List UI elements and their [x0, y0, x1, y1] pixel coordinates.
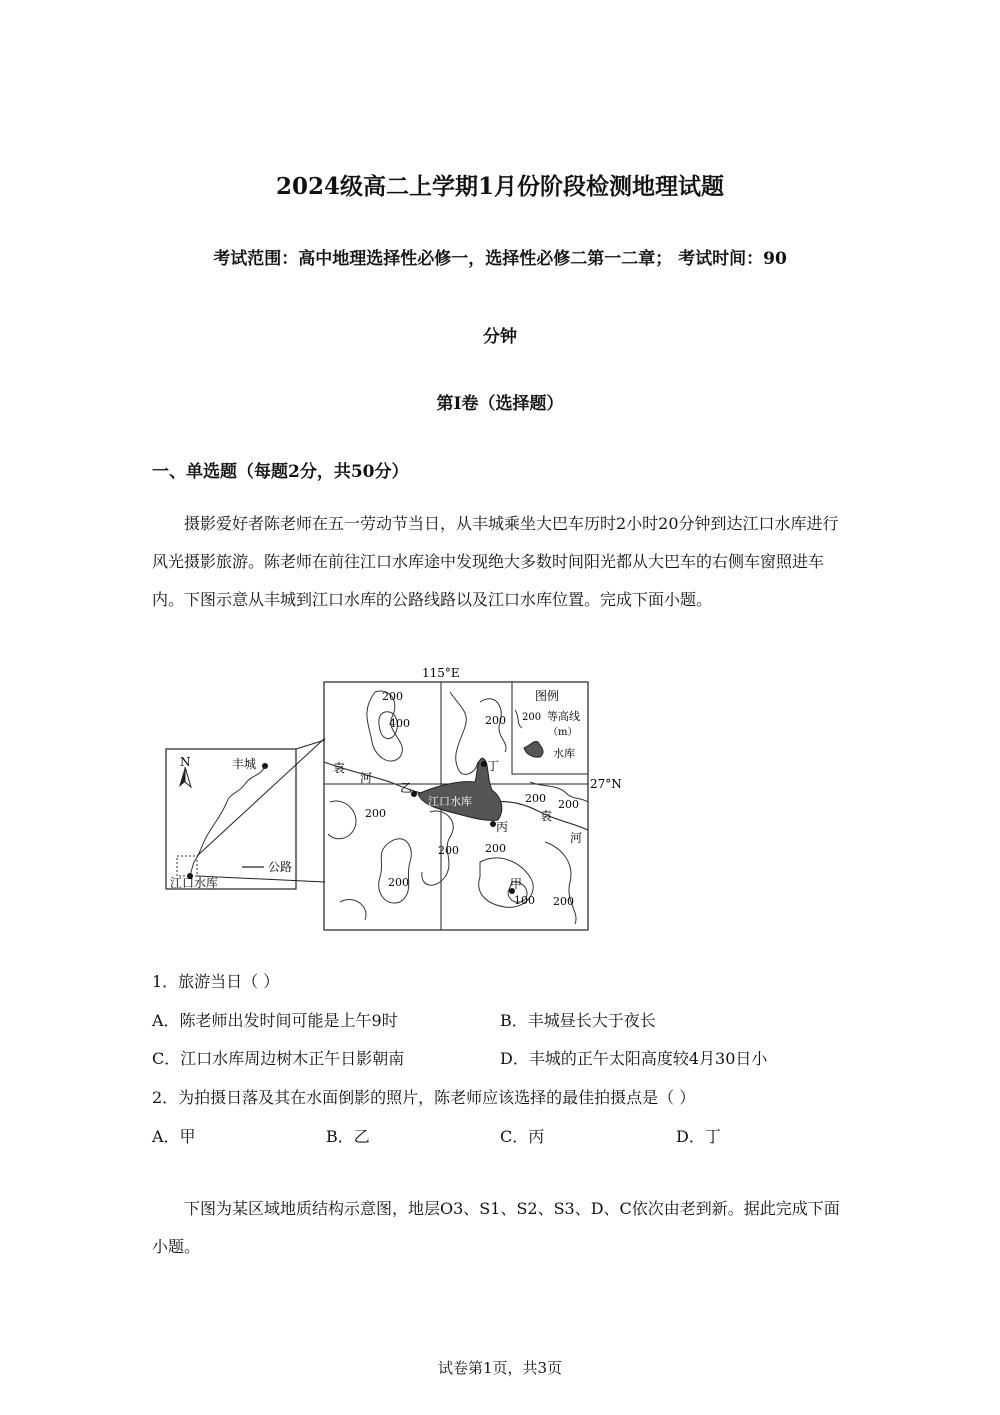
- svg-text:200: 200: [485, 842, 506, 855]
- legend-contour-value: 200: [522, 712, 542, 723]
- svg-text:200: 200: [365, 807, 386, 820]
- river-char-4: 河: [570, 831, 583, 845]
- legend-reservoir-label: 水库: [553, 747, 575, 760]
- svg-text:200: 200: [558, 798, 579, 811]
- legend-contour-unit: （m）: [548, 727, 578, 738]
- volume-heading: 第I卷（选择题）: [436, 394, 564, 414]
- passage-2: [152, 1190, 852, 1266]
- q1-stem: 1．旅游当日（ ）: [152, 972, 280, 991]
- q2-option-d: D．丁: [676, 1127, 721, 1146]
- point-bing-label: 丙: [496, 820, 509, 834]
- svg-text:200: 200: [525, 792, 546, 805]
- svg-text:200: 200: [388, 876, 409, 889]
- q1-option-d: D．丰城的正午太阳高度较4月30日小: [500, 1049, 768, 1068]
- north-label: N: [180, 755, 191, 769]
- point-ding-label: 丁: [487, 759, 500, 773]
- q1-option-c: C．江口水库周边树木正午日影朝南: [152, 1049, 405, 1068]
- river-char-1: 袁: [333, 761, 346, 775]
- svg-text:200: 200: [382, 690, 403, 703]
- section-heading: 一、单选题（每题2分，共50分）: [152, 462, 409, 482]
- legend-contour-text: 等高线: [547, 710, 580, 723]
- q1-option-a: A．陈老师出发时间可能是上午9时: [152, 1011, 398, 1030]
- legend-title: 图例: [535, 689, 560, 703]
- q2-option-c: C．丙: [500, 1127, 545, 1146]
- connector-diagonal: [197, 738, 325, 856]
- svg-text:100: 100: [514, 894, 535, 907]
- page-footer: 试卷第1页，共3页: [437, 1359, 563, 1377]
- q2-option-b: B．乙: [326, 1127, 370, 1146]
- reservoir-label: 江口水库: [428, 795, 472, 808]
- point-yi-label: 乙: [400, 781, 413, 795]
- svg-text:200: 200: [553, 895, 574, 908]
- exam-title: 2024级高二上学期1月份阶段检测地理试题: [275, 173, 725, 200]
- river-char-3: 袁: [540, 809, 553, 823]
- road-legend-label: 公路: [268, 860, 293, 874]
- legend-reservoir-swatch: [524, 741, 543, 757]
- inset-reservoir-label: 江口水库: [170, 876, 219, 890]
- exam-scope-line2: 分钟: [483, 327, 517, 347]
- latitude-label: 27°N: [590, 777, 622, 791]
- point-jia-label: 甲: [510, 877, 523, 891]
- river-char-2: 河: [360, 771, 373, 785]
- q1-option-b: B．丰城昼长大于夜长: [500, 1011, 656, 1030]
- q2-stem: 2．为拍摄日落及其在水面倒影的照片，陈老师应该选择的最佳拍摄点是（ ）: [152, 1088, 696, 1107]
- svg-text:400: 400: [389, 717, 410, 730]
- q2-option-a: A．甲: [152, 1127, 196, 1146]
- svg-text:200: 200: [438, 844, 459, 857]
- inset-focus-box: [177, 856, 197, 876]
- passage-1-text: 摄影爱好者陈老师在五一劳动节当日，从丰城乘坐大巴车历时2小时20分钟到达江口水库进行风光摄影旅游。陈老师在前往江口水库途中发现绝大多数时间阳光都从大巴车的右侧车窗照进车内。下图示意从丰城到江口水库的公路线路以及江口水库位置。完成下面小题。: [152, 514, 839, 609]
- legend-contour-line: [515, 710, 522, 728]
- passage-1: [152, 505, 852, 619]
- reservoir-map-figure: [160, 662, 640, 934]
- svg-text:200: 200: [485, 714, 506, 727]
- north-arrow-icon: [179, 767, 191, 787]
- fengcheng-label: 丰城: [232, 757, 257, 771]
- road-route: [190, 766, 265, 876]
- longitude-label: 115°E: [422, 666, 460, 680]
- exam-scope-line1: 考试范围：高中地理选择性必修一，选择性必修二第一二章； 考试时间：90: [213, 249, 787, 269]
- passage-2-text: 下图为某区域地质结构示意图，地层O3、S1、S2、S3、D、C依次由老到新。据此完成下面小题。: [152, 1199, 840, 1256]
